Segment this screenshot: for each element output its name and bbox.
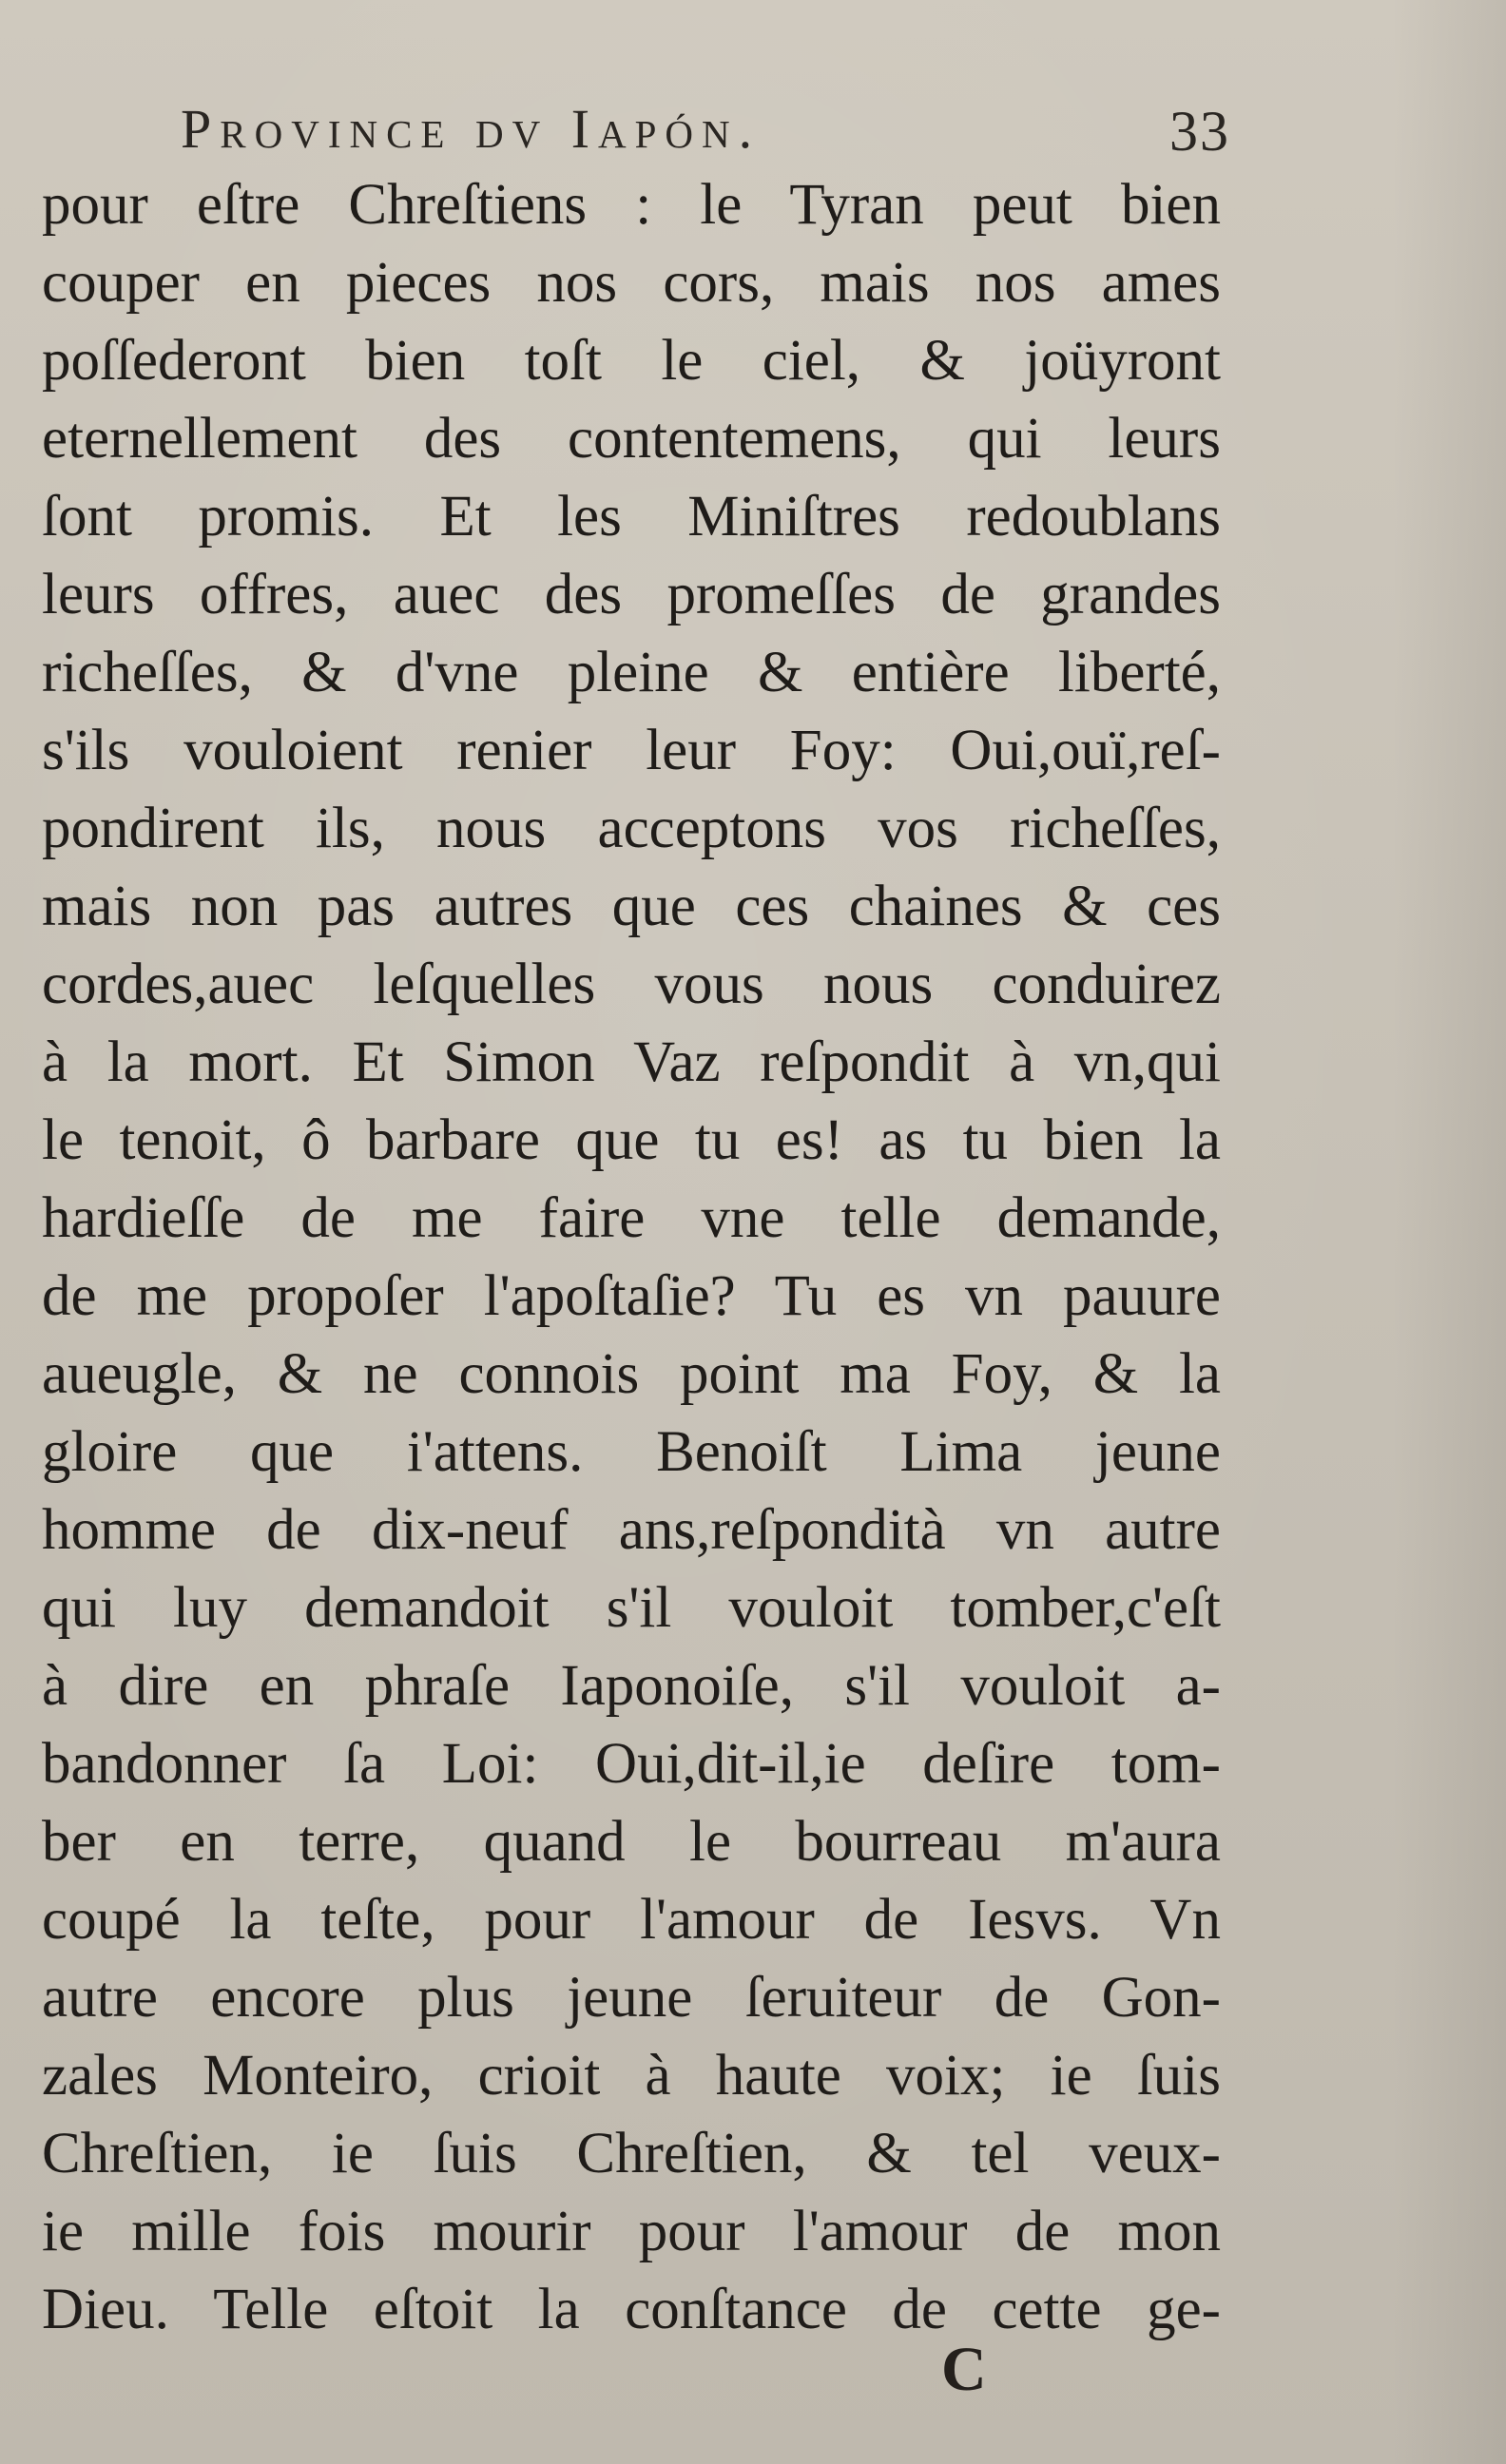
body-text xyxy=(42,166,1221,2349)
text-line: richeſſes, & d'vne pleine & entière liberté, xyxy=(42,641,1221,704)
text-line: le tenoit, ô barbare que tu es! as tu bien la xyxy=(42,1108,1221,1172)
text-line: gloire que i'attens. Benoiſt Lima jeune xyxy=(42,1420,1221,1484)
text-line: aueugle, & ne connois point ma Foy, & la xyxy=(42,1342,1221,1406)
text-line: zales Monteiro, crioit à haute voix; ie ſuis xyxy=(42,2044,1221,2108)
text-line: ſont promis. Et les Miniſtres redoublans xyxy=(42,485,1221,549)
text-line: Chreſtien, ie ſuis Chreſtien, & tel veux- xyxy=(42,2122,1221,2185)
running-title: Province dv Iapón. xyxy=(181,98,762,160)
text-line: cordes,auec leſquelles vous nous conduirez xyxy=(42,953,1221,1016)
text-line: eternellement des contentemens, qui leurs xyxy=(42,407,1221,471)
text-line: de me propoſer l'apoſtaſie? Tu es vn pauure xyxy=(42,1264,1221,1328)
text-line: mais non pas autres que ces chaines & ces xyxy=(42,875,1221,938)
text-line: autre encore plus jeune ſeruiteur de Gon- xyxy=(42,1966,1221,2030)
text-line: hardieſſe de me faire vne telle demande, xyxy=(42,1186,1221,1250)
text-line: Dieu. Telle eſtoit la conſtance de cette ge- xyxy=(42,2278,1221,2341)
text-line: ie mille fois mourir pour l'amour de mon xyxy=(42,2200,1221,2263)
text-line: qui luy demandoit s'il vouloit tomber,c'eſt xyxy=(42,1576,1221,1640)
text-line: pondirent ils, nous acceptons vos richeſſes, xyxy=(42,797,1221,860)
text-line: poſſederont bien toſt le ciel, & joüyront xyxy=(42,329,1221,393)
text-line: homme de dix-neuf ans,reſpondità vn autre xyxy=(42,1498,1221,1562)
page-number: 33 xyxy=(1169,100,1230,163)
text-line: s'ils vouloient renier leur Foy: Oui,ouï,reſ- xyxy=(42,719,1221,782)
text-line: à la mort. Et Simon Vaz reſpondit à vn,qui xyxy=(42,1030,1221,1094)
text-line: couper en pieces nos cors, mais nos ames xyxy=(42,251,1221,315)
text-line: à dire en phraſe Iaponoiſe, s'il vouloit a- xyxy=(42,1654,1221,1718)
page-header xyxy=(181,97,1230,173)
text-line: coupé la teſte, pour l'amour de Iesvs. Vn xyxy=(42,1888,1221,1952)
text-line: leurs offres, auec des promeſſes de grandes xyxy=(42,563,1221,626)
signature-mark: C xyxy=(941,2335,987,2404)
text-line: pour eſtre Chreſtiens : le Tyran peut bien xyxy=(42,173,1221,237)
text-line: bandonner ſa Loi: Oui,dit-il,ie deſire tom- xyxy=(42,1732,1221,1796)
text-line: ber en terre, quand le bourreau m'aura xyxy=(42,1810,1221,1874)
